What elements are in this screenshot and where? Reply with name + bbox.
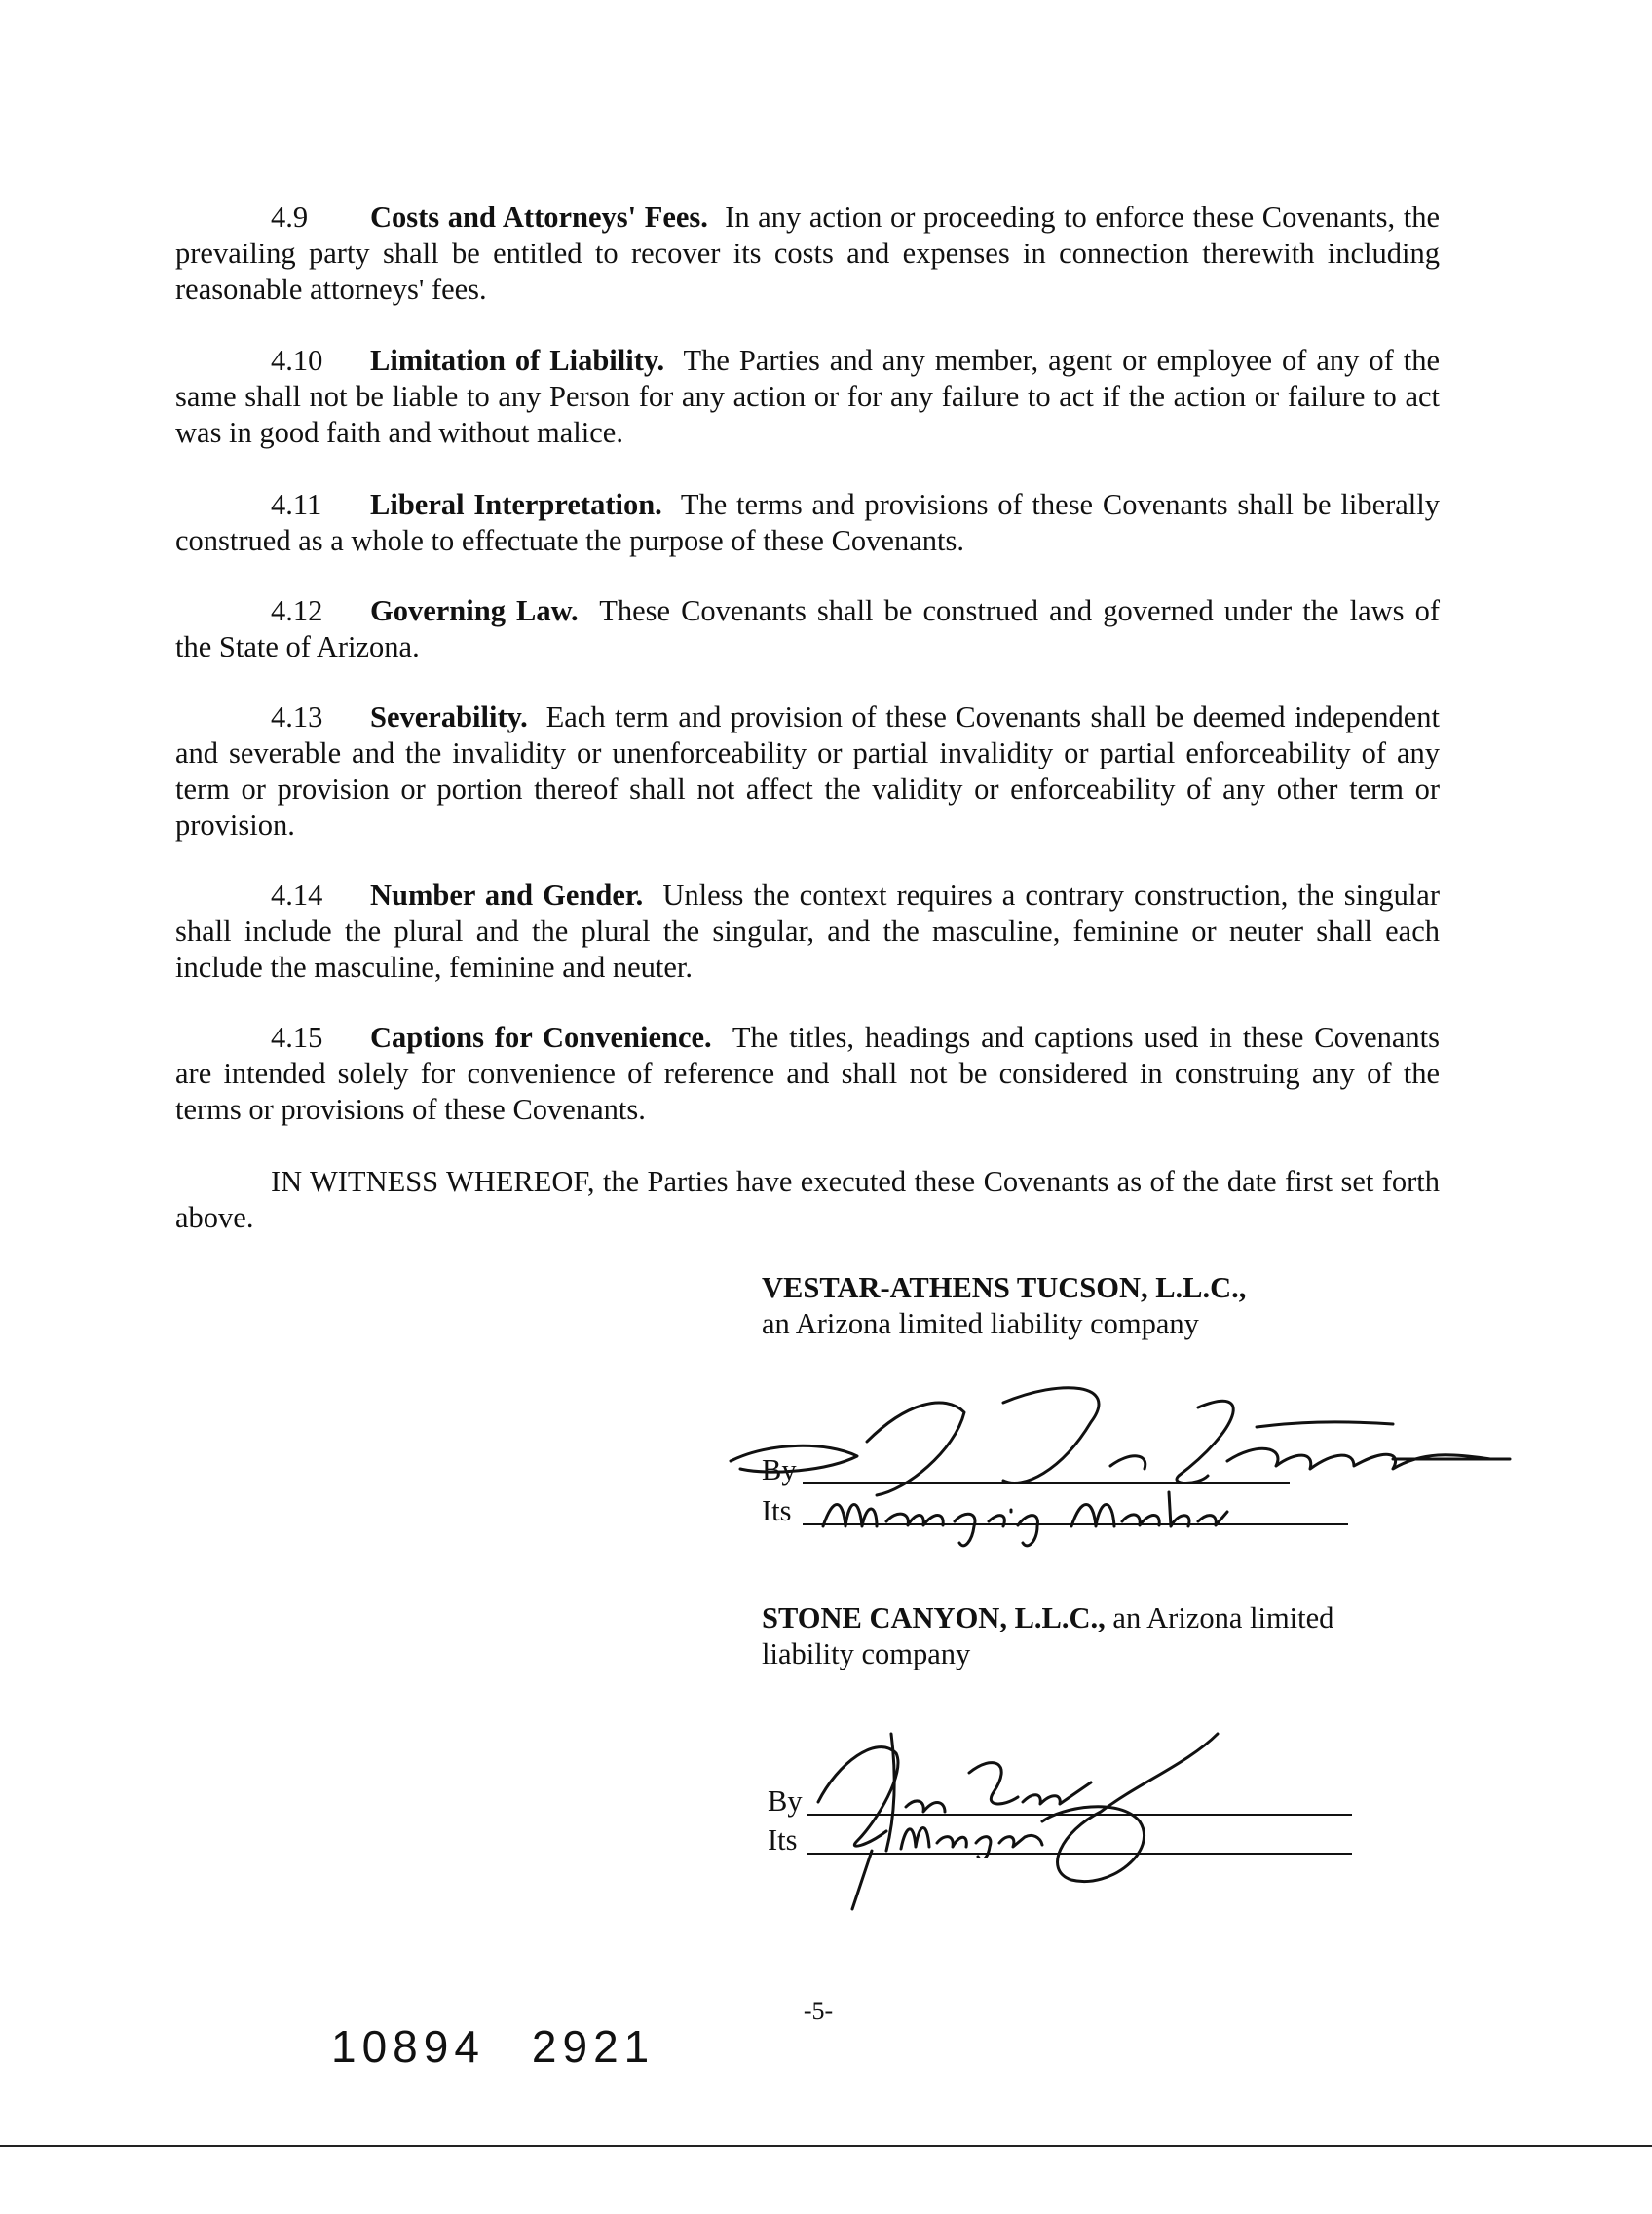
recording-stamp bbox=[331, 2020, 655, 2073]
stamp-page-number: 2921 bbox=[531, 2021, 656, 2072]
section-4-12 bbox=[175, 593, 1440, 665]
section-number: 4.10 bbox=[271, 344, 323, 377]
section-number: 4.14 bbox=[271, 879, 323, 912]
section-body: Unless the context requires a contrary construction, the singular shall include the plural and the plural the singular, and the masculine, feminine or neuter shall each include the masculine, feminine and neuter. bbox=[175, 879, 1440, 984]
section-heading: Costs and Attorneys' Fees. bbox=[370, 201, 708, 234]
section-4-14 bbox=[175, 878, 1440, 986]
section-body: These Covenants shall be construed and governed under the laws of the State of Arizona. bbox=[175, 594, 1440, 663]
its-label: Its bbox=[768, 1823, 798, 1857]
section-body: Each term and provision of these Covenants shall be deemed independent and severable and the invalidity or unenforceability or partial invalidity or partial enforceability of any term or provision or portion thereof shall not affect the validity or enforceability of any other term or provision. bbox=[175, 700, 1441, 842]
section-number: 4.13 bbox=[271, 700, 323, 733]
section-number: 4.11 bbox=[271, 488, 322, 521]
section-number: 4.12 bbox=[271, 594, 323, 627]
section-4-15 bbox=[175, 1020, 1440, 1128]
by-label: By bbox=[768, 1784, 803, 1818]
company-description: an Arizona limited liability company bbox=[762, 1601, 1334, 1670]
section-heading: Limitation of Liability. bbox=[370, 344, 665, 377]
section-4-13 bbox=[175, 699, 1440, 844]
section-4-11 bbox=[175, 487, 1440, 559]
section-number: 4.15 bbox=[271, 1021, 323, 1054]
handwritten-title-manager bbox=[896, 1810, 1052, 1858]
company-name: VESTAR-ATHENS TUCSON, L.L.C., bbox=[762, 1271, 1247, 1304]
bottom-scan-rule bbox=[0, 2145, 1652, 2147]
section-heading: Severability. bbox=[370, 700, 528, 733]
company-name: STONE CANYON, L.L.C., bbox=[762, 1601, 1106, 1634]
section-heading: Number and Gender. bbox=[370, 879, 644, 912]
handwritten-title-managing-member bbox=[818, 1482, 1286, 1551]
stamp-book-number: 10894 bbox=[331, 2021, 485, 2072]
its-label: Its bbox=[762, 1494, 792, 1527]
section-number: 4.9 bbox=[271, 201, 309, 234]
section-4-9 bbox=[175, 200, 1440, 308]
section-body: The titles, headings and captions used in these Covenants are intended solely for convenience of reference and shall not be considered in construing any of the terms or provisions of these Covenants. bbox=[175, 1021, 1440, 1126]
company-description: an Arizona limited liability company bbox=[762, 1307, 1199, 1340]
section-heading: Liberal Interpretation. bbox=[370, 488, 662, 521]
section-heading: Governing Law. bbox=[370, 594, 579, 627]
section-heading: Captions for Convenience. bbox=[370, 1021, 712, 1054]
page-number: -5- bbox=[803, 1997, 834, 2025]
by-label: By bbox=[762, 1453, 797, 1486]
section-body: The Parties and any member, agent or employee of any of the same shall not be liable to any Person for any action or for any failure to act if the action or failure to act was in good faith and without malice. bbox=[175, 344, 1440, 449]
section-body: In any action or proceeding to enforce these Covenants, the prevailing party shall be entitled to recover its costs and expenses in connection therewith including reasonable attorneys' fees. bbox=[175, 201, 1440, 306]
witness-clause: IN WITNESS WHEREOF, the Parties have executed these Covenants as of the date first set forth above. bbox=[175, 1165, 1440, 1234]
signatory-stone-canyon bbox=[762, 1600, 1405, 1672]
section-body: The terms and provisions of these Covenants shall be liberally construed as a whole to effectuate the purpose of these Covenants. bbox=[175, 488, 1440, 557]
signatory-vestar bbox=[762, 1270, 1463, 1342]
section-4-10 bbox=[175, 343, 1440, 451]
